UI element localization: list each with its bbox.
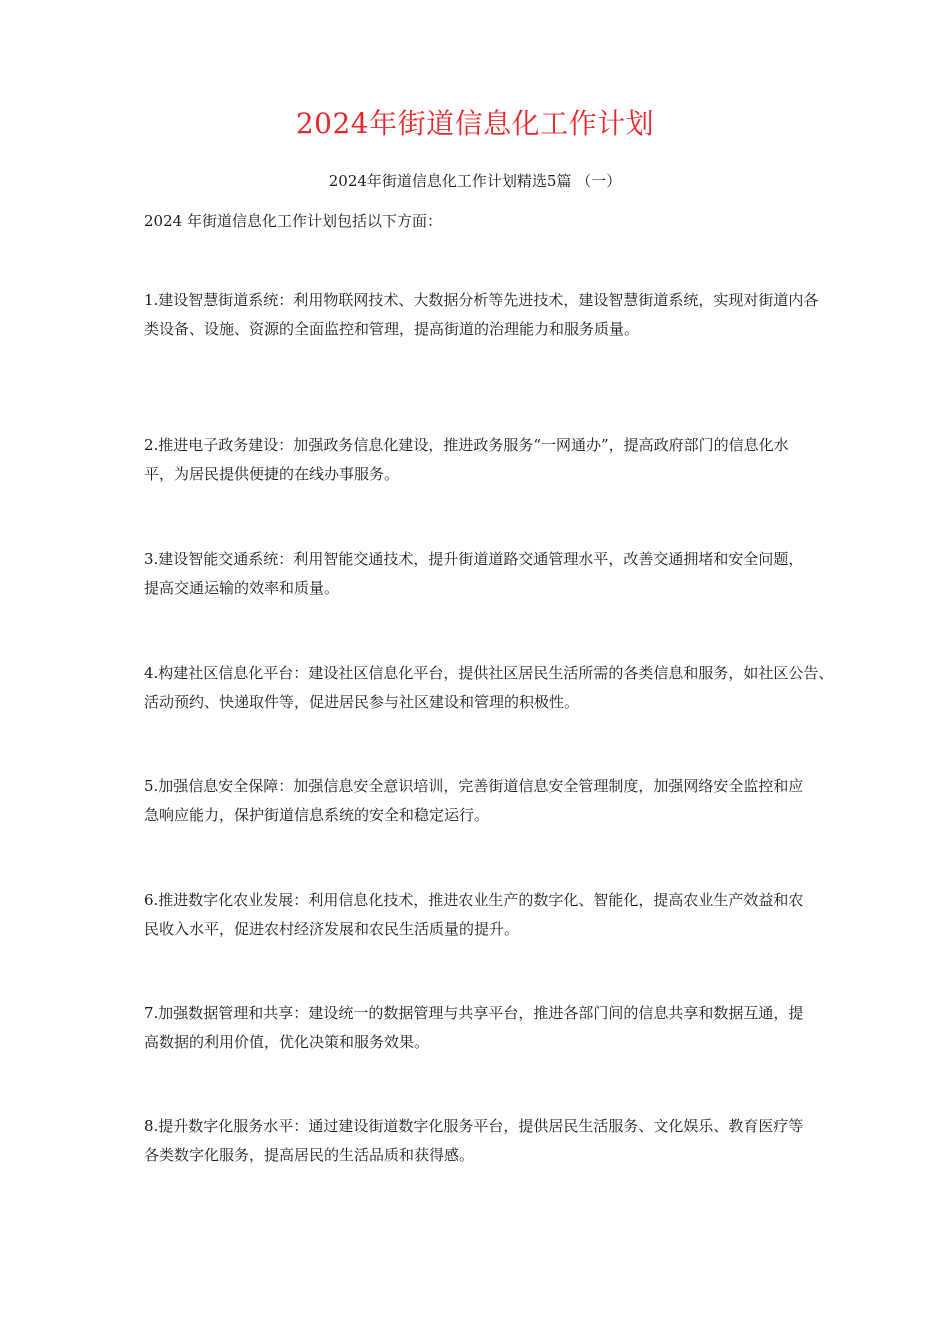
plan-item-4: 4.构建社区信息化平台：建设社区信息化平台，提供社区居民生活所需的各类信息和服务，如社区公告、活动预约、快递取件等，促进居民参与社区建设和管理的积极性。	[144, 664, 834, 711]
plan-item-3: 3.建设智能交通系统：利用智能交通技术，提升街道道路交通管理水平，改善交通拥堵和安全问题，提高交通运输的效率和质量。	[144, 550, 804, 597]
plan-item-7: 7.加强数据管理和共享：建设统一的数据管理与共享平台，推进各部门间的信息共享和数据互通，提高数据的利用价值，优化决策和服务效果。	[144, 1004, 804, 1051]
intro-paragraph: 2024 年街道信息化工作计划包括以下方面：	[144, 212, 442, 230]
document-subtitle: 2024年街道信息化工作计划精选5篇 （一）	[328, 172, 622, 190]
plan-item-8: 8.提升数字化服务水平：通过建设街道数字化服务平台，提供居民生活服务、文化娱乐、教育医疗等各类数字化服务，提高居民的生活品质和获得感。	[144, 1117, 804, 1164]
plan-item-5: 5.加强信息安全保障：加强信息安全意识培训，完善街道信息安全管理制度，加强网络安全监控和应急响应能力，保护街道信息系统的安全和稳定运行。	[144, 777, 804, 824]
document-title: 2024年街道信息化工作计划	[295, 107, 655, 140]
plan-item-1: 1.建设智慧街道系统：利用物联网技术、大数据分析等先进技术，建设智慧街道系统，实现对街道内各类设备、设施、资源的全面监控和管理，提高街道的治理能力和服务质量。	[144, 291, 819, 338]
plan-item-2: 2.推进电子政务建设：加强政务信息化建设，推进政务服务“一网通办”，提高政府部门的信息化水平，为居民提供便捷的在线办事服务。	[144, 436, 789, 483]
plan-item-6: 6.推进数字化农业发展：利用信息化技术，推进农业生产的数字化、智能化，提高农业生产效益和农民收入水平，促进农村经济发展和农民生活质量的提升。	[144, 891, 804, 938]
